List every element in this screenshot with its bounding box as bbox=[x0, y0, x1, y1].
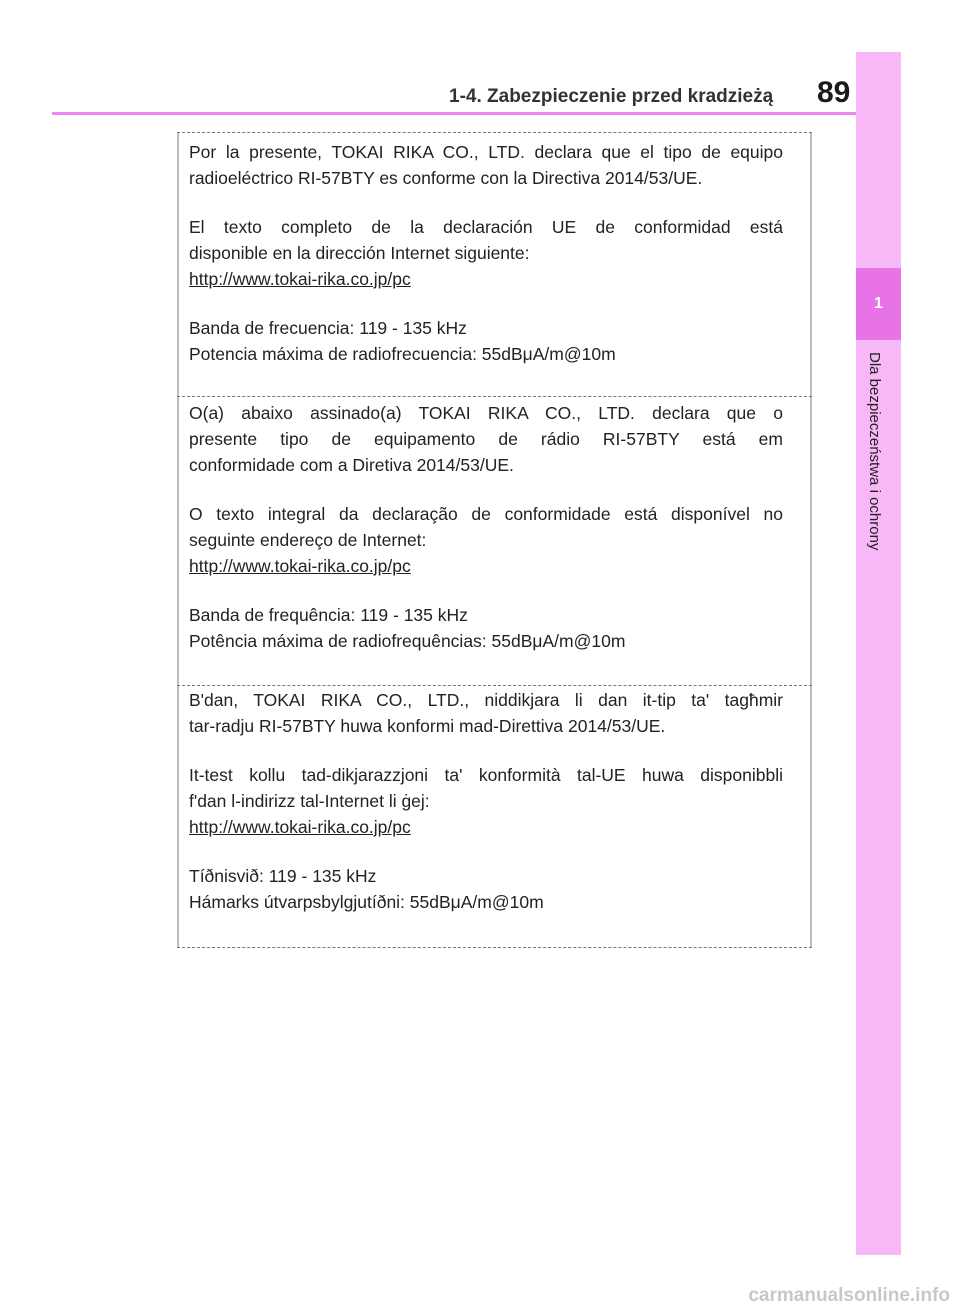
intro-line: conformidade com a Diretiva 2014/53/UE. bbox=[189, 455, 514, 475]
frequency-band: Banda de frequência: 119 - 135 kHz bbox=[189, 605, 468, 625]
footer-watermark: carmanualsonline.info bbox=[748, 1285, 950, 1306]
declaration-url-link[interactable]: http://www.tokai-rika.co.jp/pc bbox=[189, 269, 411, 289]
max-power: Potencia máxima de radiofrecuencia: 55dBμA/m@10m bbox=[189, 344, 616, 364]
text-line: It-test kollu tad-dikjarazzjoni ta' konformità tal-UE huwa disponibbli bbox=[189, 765, 783, 785]
intro-line: presente tipo de equipamento de rádio RI-57BTY está em bbox=[189, 429, 783, 449]
page-header-title: 1-4. Zabezpieczenie przed kradzieżą bbox=[449, 86, 774, 107]
frequency-band: Banda de frecuencia: 119 - 135 kHz bbox=[189, 318, 467, 338]
box-top-divider bbox=[177, 132, 812, 133]
chapter-number: 1 bbox=[874, 295, 883, 312]
header-divider bbox=[52, 112, 858, 115]
declaration-url-link[interactable]: http://www.tokai-rika.co.jp/pc bbox=[189, 817, 411, 837]
chapter-title-vertical: Dla bezpieczeństwa i ochrony bbox=[866, 352, 883, 551]
declaration-section-pt bbox=[189, 400, 783, 654]
text-line: El texto completo de la declaración UE de conformidad está bbox=[189, 217, 783, 237]
max-power: Hámarks útvarpsbylgjutíðni: 55dBμA/m@10m bbox=[189, 892, 544, 912]
side-tab bbox=[856, 52, 901, 1255]
intro-line: B'dan, TOKAI RIKA CO., LTD., niddikjara li dan it-tip ta' tagħmir bbox=[189, 690, 783, 710]
intro-line: Por la presente, TOKAI RIKA CO., LTD. declara que el tipo de equipo bbox=[189, 142, 783, 162]
text-line: O texto integral da declaração de conformidade está disponível no bbox=[189, 504, 783, 524]
intro-line: tar-radju RI-57BTY huwa konformi mad-Direttiva 2014/53/UE. bbox=[189, 716, 666, 736]
frequency-band: Tíðnisvið: 119 - 135 kHz bbox=[189, 866, 377, 886]
text-line: disponible en la dirección Internet siguiente: bbox=[189, 243, 530, 263]
page-number: 89 bbox=[817, 76, 851, 109]
max-power: Potência máxima de radiofrequências: 55dBμA/m@10m bbox=[189, 631, 626, 651]
declaration-section-es bbox=[189, 139, 783, 367]
chapter-number-tab bbox=[856, 268, 901, 340]
intro-line: O(a) abaixo assinado(a) TOKAI RIKA CO., LTD. declara que o bbox=[189, 403, 783, 423]
section-divider bbox=[177, 685, 812, 686]
declaration-url-link[interactable]: http://www.tokai-rika.co.jp/pc bbox=[189, 556, 411, 576]
section-divider bbox=[177, 396, 812, 397]
text-line: f'dan l-indirizz tal-Internet li ġej: bbox=[189, 791, 430, 811]
intro-line: radioeléctrico RI-57BTY es conforme con la Directiva 2014/53/UE. bbox=[189, 168, 703, 188]
box-bottom-divider bbox=[177, 947, 812, 948]
text-line: seguinte endereço de Internet: bbox=[189, 530, 427, 550]
declaration-section-mt bbox=[189, 687, 783, 915]
